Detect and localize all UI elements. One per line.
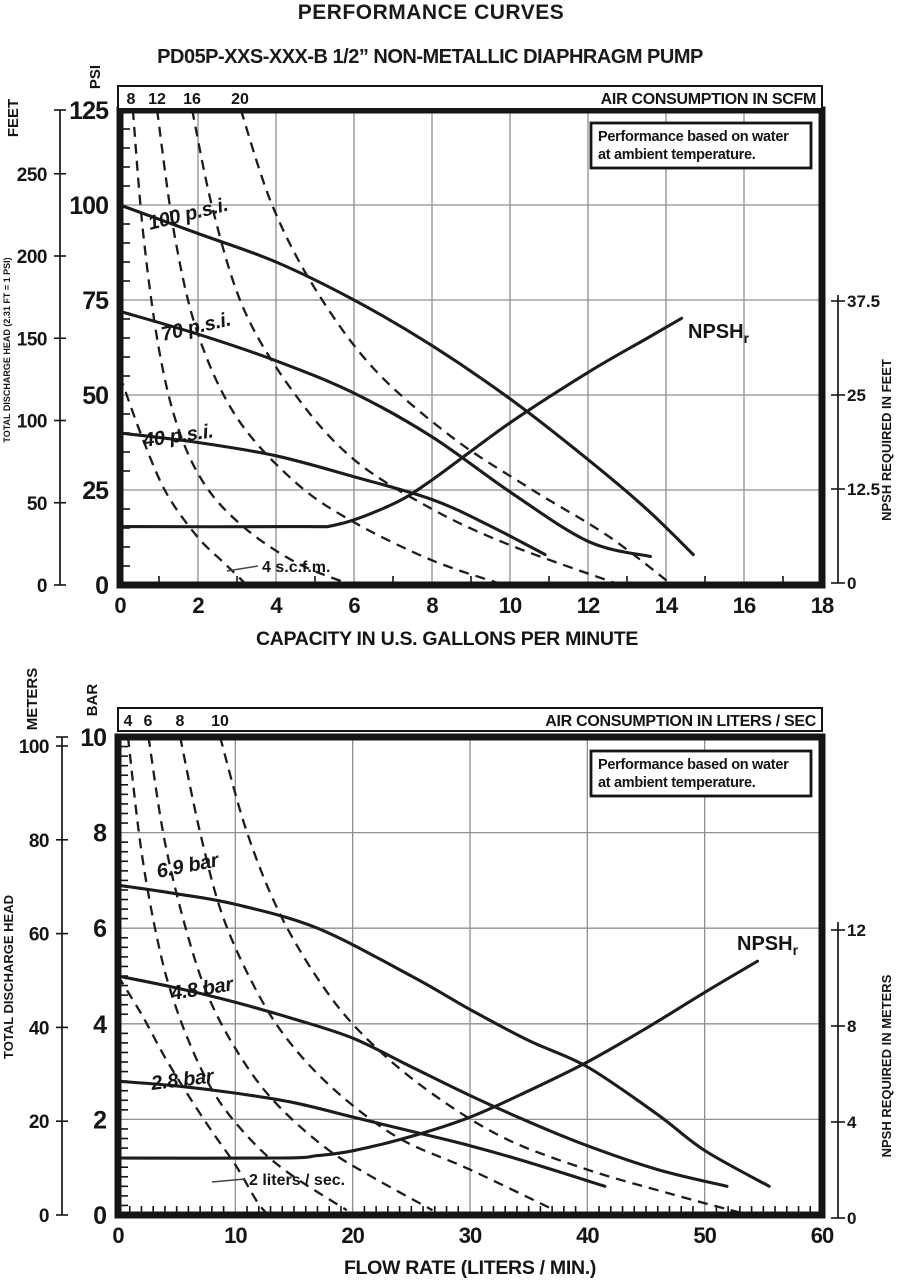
label-npsh-r: $NPSH_r$ xyxy=(688,321,750,346)
x-tick-label: 10 xyxy=(224,1223,247,1248)
curve-air-4-scfm xyxy=(120,376,245,583)
curve-discharge-40-psi xyxy=(120,433,545,555)
label-2-lps: 2 liters / sec. xyxy=(249,1172,346,1189)
x-tick-label: 18 xyxy=(810,593,834,618)
x-tick-label: 12 xyxy=(576,593,600,618)
x-tick-label: 0 xyxy=(112,1223,124,1248)
air-value-label: 12 xyxy=(148,91,166,108)
y-tick-label: 50 xyxy=(82,382,108,410)
x-tick-label: 30 xyxy=(458,1223,482,1248)
x-tick-label: 8 xyxy=(426,593,438,618)
chart-metric-units xyxy=(1,668,894,1279)
secondary-tick-label: 40 xyxy=(28,1018,49,1040)
right-tick-label: 4 xyxy=(847,1113,857,1132)
y-tick-label: 0 xyxy=(95,572,108,600)
right-tick-label: 12 xyxy=(847,921,866,940)
y-tick-label: 25 xyxy=(82,477,108,505)
air-value-label: 6 xyxy=(143,713,153,730)
x-tick-label: 6 xyxy=(348,593,360,618)
air-value-label: 8 xyxy=(175,713,185,730)
right-tick-label: 0 xyxy=(847,574,857,593)
right-tick-label: 12.5 xyxy=(847,480,881,499)
y-tick-label: 6 xyxy=(93,915,106,944)
air-value-label: 8 xyxy=(126,91,136,108)
air-header-label: AIR CONSUMPTION IN SCFM xyxy=(600,91,816,108)
secondary-axis-unit: METERS xyxy=(24,667,41,731)
x-axis-title: FLOW RATE (LITERS / MIN.) xyxy=(343,1257,597,1279)
x-tick-label: 40 xyxy=(576,1223,599,1248)
chart-us-units xyxy=(2,65,894,650)
air-value-label: 20 xyxy=(231,91,249,108)
x-tick-label: 14 xyxy=(654,593,678,618)
curve-discharge-100-psi xyxy=(120,205,693,555)
y-tick-label: 75 xyxy=(82,287,108,315)
y-tick-label: 4 xyxy=(93,1010,106,1039)
label-4-scfm-leader xyxy=(227,566,258,571)
secondary-tick-label: 100 xyxy=(18,737,49,758)
curve-air-8-lps xyxy=(180,737,554,1210)
curves-group xyxy=(118,737,769,1213)
note-line: at ambient temperature. xyxy=(598,147,756,163)
x-tick-label: 2 xyxy=(192,593,204,618)
x-tick-label: 0 xyxy=(114,593,126,618)
secondary-tick-label: 100 xyxy=(16,411,47,433)
y-tick-label: 2 xyxy=(93,1106,106,1135)
label-4-scfm: 4 s.c.f.m. xyxy=(262,559,331,576)
x-axis-title: CAPACITY IN U.S. GALLONS PER MINUTE xyxy=(255,628,639,650)
label-40-psi: 40 p.s.i. xyxy=(141,420,215,452)
x-tick-label: 16 xyxy=(732,593,756,618)
right-axis-title: NPSH REQUIRED IN FEET xyxy=(879,359,894,521)
x-tick-label: 4 xyxy=(270,593,282,618)
air-value-label: 10 xyxy=(211,713,229,730)
plot-border xyxy=(120,110,822,585)
x-tick-label: 60 xyxy=(810,1223,834,1248)
curve-air-6-lps xyxy=(149,737,433,1210)
secondary-tick-label: 80 xyxy=(28,830,49,852)
right-tick-label: 37.5 xyxy=(847,292,881,311)
curve-discharge-2-8-bar xyxy=(118,1081,605,1186)
air-value-label: 16 xyxy=(183,91,201,108)
y-tick-label: 100 xyxy=(69,192,108,220)
label-4-8-bar: 4.8 bar xyxy=(169,973,235,1005)
secondary-tick-label: 60 xyxy=(28,924,49,946)
x-tick-label: 50 xyxy=(693,1223,716,1248)
air-header-label: AIR CONSUMPTION IN LITERS / SEC xyxy=(545,713,816,730)
air-value-label: 4 xyxy=(123,713,133,730)
secondary-tick-label: 0 xyxy=(38,1206,49,1227)
page-subtitle: PD05P-XXS-XXX-B 1/2” NON-METALLIC DIAPHRAGM PUMP xyxy=(157,46,703,68)
label-70-psi: 70 p.s.i. xyxy=(159,308,233,346)
right-tick-label: 25 xyxy=(847,386,866,405)
y-tick-label: 125 xyxy=(69,97,108,125)
note-line: Performance based on water xyxy=(598,757,789,773)
note-line: Performance based on water xyxy=(598,129,789,145)
y-axis-unit: BAR xyxy=(84,683,101,717)
x-tick-label: 20 xyxy=(341,1223,364,1248)
secondary-tick-label: 250 xyxy=(16,164,47,186)
y-axis-unit: PSI xyxy=(87,64,104,90)
label-2-lps-leader xyxy=(212,1179,245,1182)
right-tick-label: 0 xyxy=(847,1209,857,1228)
curve-air-12-scfm xyxy=(157,110,498,583)
note-line: at ambient temperature. xyxy=(598,775,756,791)
curve-air-10-lps xyxy=(220,737,740,1213)
y-tick-label: 10 xyxy=(80,724,106,752)
curve-air-20-scfm xyxy=(241,110,670,583)
label-npsh-r: $NPSH_r$ xyxy=(737,933,799,958)
secondary-axis-unit: FEET xyxy=(5,98,22,138)
secondary-tick-label: 0 xyxy=(36,576,47,597)
curve-discharge-6-9-bar xyxy=(118,885,769,1186)
label-6-9-bar: 6.9 bar xyxy=(154,849,221,883)
secondary-tick-label: 50 xyxy=(26,493,47,515)
label-100-psi: 100 p.s.i. xyxy=(145,193,231,235)
secondary-tick-label: 20 xyxy=(28,1112,49,1134)
curves-group xyxy=(120,110,693,583)
right-axis-title: NPSH REQUIRED IN METERS xyxy=(879,974,894,1158)
y-tick-label: 8 xyxy=(93,819,106,848)
curve-air-16-scfm xyxy=(192,110,615,583)
x-tick-label: 10 xyxy=(498,593,522,618)
secondary-tick-label: 150 xyxy=(16,329,47,351)
page-title: PERFORMANCE CURVES xyxy=(297,1,565,24)
right-tick-label: 8 xyxy=(847,1017,857,1036)
left-axis-title: TOTAL DISCHARGE HEAD xyxy=(1,895,16,1059)
label-2-8-bar: 2.8 bar xyxy=(149,1065,215,1095)
left-axis-title: TOTAL DISCHARGE HEAD (2.31 FT = 1 PSI) xyxy=(2,257,12,443)
secondary-tick-label: 200 xyxy=(16,247,47,268)
y-tick-label: 0 xyxy=(93,1202,106,1230)
